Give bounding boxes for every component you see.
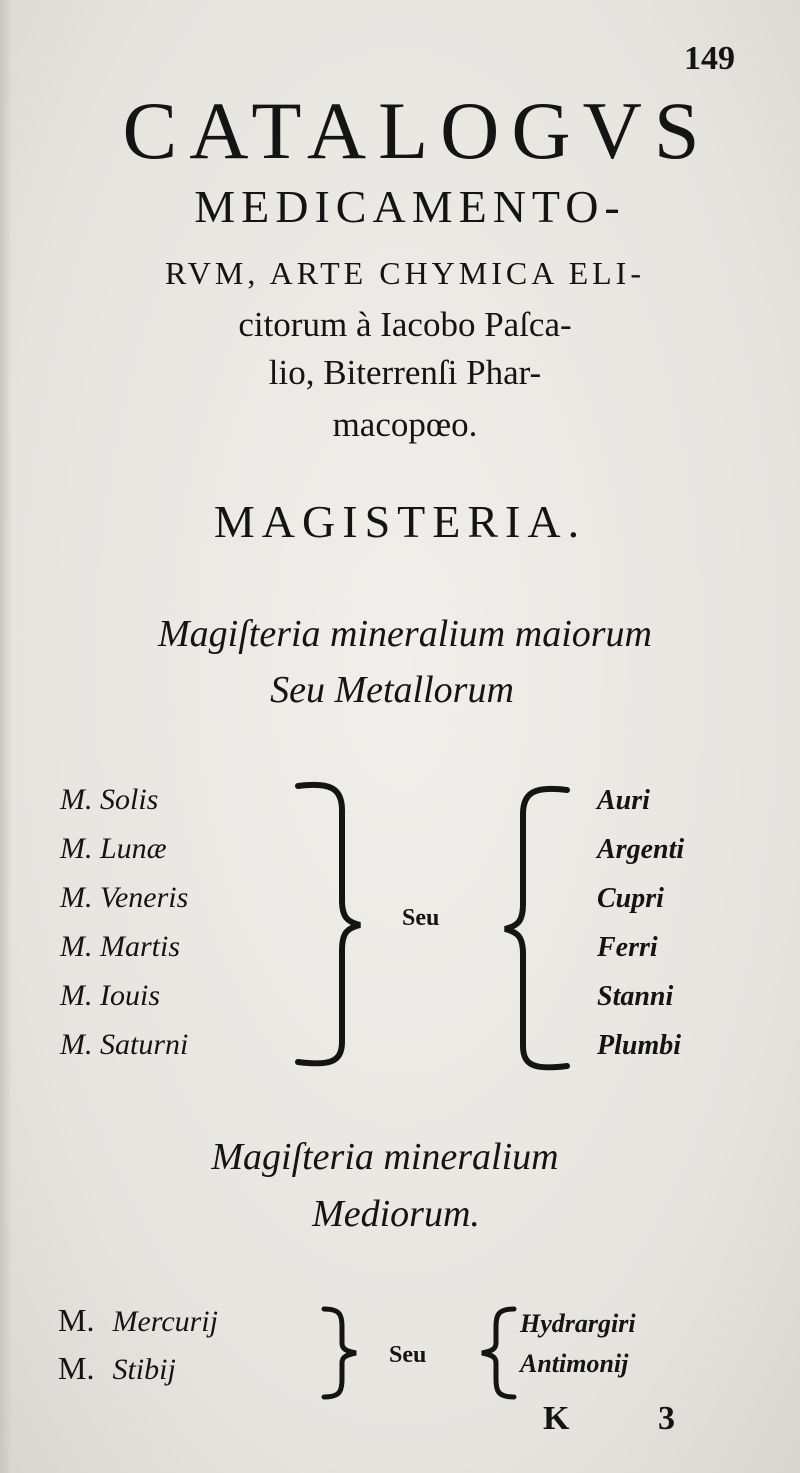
list-item: M. Solis [60,783,159,816]
list-item: M. Martis [60,930,180,963]
group1-left-list [60,775,188,1069]
list-item: Ferri [597,932,658,963]
list-item: Antimonij [520,1349,629,1378]
opening-brace-icon [470,1305,520,1400]
signature-mark: K 3 [543,1400,715,1437]
list-item: M. Saturni [60,1028,189,1061]
catalog-title: CATALOGVS [122,85,712,176]
list-item [58,1296,218,1344]
title-line-2: RVM, ARTE CHYMICA ELI- [165,255,645,291]
list-item [58,1344,218,1392]
title-line-1: MEDICAMENTO- [194,181,626,232]
group1-right-list [597,776,684,1070]
group1-subheading: Seu Metallorum [270,669,514,711]
section-heading: MAGISTERIA. [213,496,587,547]
closing-brace-icon [318,1305,368,1400]
list-item: M. Lunæ [60,832,167,865]
opening-brace-icon [495,784,575,1074]
list-item: Cupri [597,883,664,914]
list-item: Hydrargiri [520,1309,636,1338]
list-item: Argenti [597,834,685,865]
closing-brace-icon [290,780,370,1070]
page-number: 149 [684,40,735,77]
list-item: Auri [597,785,650,816]
item-name: Stibij [112,1353,176,1386]
connector-seu: Seu [402,905,440,931]
title-line-3: citorum à Iacobo Paſca- [238,305,572,344]
show-through-text [120,40,127,70]
group2-heading: Magiſteria mineralium [211,1136,559,1178]
list-item: Plumbi [597,1030,682,1061]
connector-seu: Seu [389,1342,427,1368]
group2-subheading: Mediorum. [312,1193,480,1235]
item-name: Mercurij [112,1305,218,1338]
title-line-4: lio, Biterrenſi Phar- [268,353,542,392]
title-line-5: macopœo. [332,405,478,444]
group2-left-list [58,1296,218,1392]
group1-heading: Magiſteria mineralium maiorum [158,613,652,655]
list-item: M. Veneris [60,881,189,914]
group2-right-list [520,1304,636,1384]
item-prefix: M. [58,1302,95,1338]
list-item: M. Iouis [60,979,160,1012]
list-item: Stanni [597,981,674,1012]
item-prefix: M. [58,1350,95,1386]
